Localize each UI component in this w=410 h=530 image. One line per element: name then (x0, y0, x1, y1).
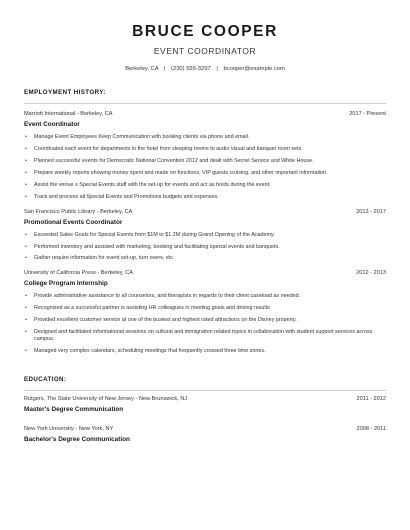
job-bullet-text: Exceeded Sales Goals for Special Events from $1M to $1.2M during Grand Opening of the Academy. (34, 231, 275, 238)
job-bullet-list (24, 232, 386, 263)
job-bullet-text: Track and process all Special Events and Promotions budgets and expenses. (34, 193, 219, 200)
job-bullet-text: Managed very complex calendars, scheduling meetings that frequently crossed three time zones. (34, 347, 266, 354)
contact-email: bcooper@example.com (223, 66, 285, 72)
education-entry (24, 426, 386, 443)
job-bullet (24, 146, 386, 153)
job-bullet-text: Coordinated each event for departments in the hotel from sleeping rooms to audio visual and banquet room sets. (34, 145, 303, 152)
employment-section-title: EMPLOYMENT HISTORY: (24, 89, 106, 96)
job-dates: 2012 - 2013 (356, 270, 386, 277)
job-bullet-text: Planned successful events for Democratic National Convention 2012 and dealt with Secret Service and White House. (34, 157, 314, 164)
bullet-icon: • (25, 193, 27, 200)
bullet-icon: • (25, 134, 27, 140)
job-bullet (24, 293, 386, 300)
candidate-name: BRUCE COOPER (132, 23, 278, 40)
education-section-title: EDUCATION: (24, 376, 67, 384)
job-bullet (24, 329, 386, 342)
job-bullet (24, 134, 386, 141)
job-bullet-list (24, 293, 386, 354)
job-bullet (24, 232, 386, 239)
contact-separator: | (216, 66, 218, 72)
bullet-icon: • (25, 305, 27, 312)
job-bullet-text: Prepare weekly reports showing money spent and made on functions, VIP guests cruising, and other important information. (34, 169, 328, 176)
education-dates: 2011 - 2012 (356, 396, 386, 403)
bullet-icon: • (25, 157, 27, 164)
education-dates: 2008 - 2011 (356, 426, 386, 433)
contact-phone: (230) 555-3297 (171, 66, 211, 72)
bullet-icon: • (25, 317, 27, 324)
contact-location: Berkeley, CA (125, 66, 159, 72)
job-bullet (24, 305, 386, 312)
job-bullet (24, 317, 386, 324)
bullet-icon: • (25, 231, 27, 238)
bullet-icon: • (25, 329, 27, 336)
job-title: Event Coordinator (24, 121, 80, 128)
education-entry (24, 396, 386, 413)
job-header (24, 209, 386, 215)
job-organization: University of California Press - Berkeley, CA (24, 270, 134, 277)
job-bullet-text: Gather require information for event set-up, turn overs, etc. (34, 255, 175, 262)
bullet-icon: • (25, 181, 27, 188)
bullet-icon: • (25, 145, 27, 152)
education-school: Rutgers, The State University of New Jersey - New Brunswick, NJ (24, 396, 188, 403)
job-bullet (24, 158, 386, 165)
bullet-icon: • (25, 243, 27, 250)
job-bullet (24, 170, 386, 177)
job-title: College Program Internship (24, 280, 108, 288)
job-bullet-text: Performed inventory and assisted with marketing, booking and facilitating special events and banquets. (34, 243, 280, 250)
job-bullet (24, 194, 386, 201)
job-bullet-text: Provide administrative assistance to all counselors, and therapists in regards to their client caseload as needed. (34, 293, 301, 300)
job-bullet-list (24, 134, 386, 201)
job-entry (24, 111, 386, 201)
education-school: New York University - New York, NY (24, 426, 114, 433)
job-title: Promotional Events Coordinator (24, 218, 123, 226)
job-bullet-text: Provided excellent customer service at one of the busiest and highest rated attractions on the Disney property. (34, 317, 297, 324)
education-header (24, 396, 386, 402)
job-bullet (24, 182, 386, 189)
job-header (24, 270, 386, 276)
job-dates: 2017 - Present (349, 111, 386, 117)
job-bullet (24, 244, 386, 251)
contact-separator: | (163, 66, 166, 72)
job-entry (24, 209, 386, 263)
job-dates: 2013 - 2017 (356, 208, 386, 215)
job-bullet-text: Manage Event Employees Keep Communication with booking clients via phone and email. (34, 134, 250, 140)
section-divider (24, 390, 386, 391)
job-header (24, 111, 386, 117)
job-entry (24, 270, 386, 354)
job-bullet-text: Recognized as a successful partner is assisting HR colleagues in meeting goals and driving results (34, 305, 270, 312)
candidate-role: EVENT COORDINATOR (153, 46, 257, 56)
job-bullet-text: Assist the venue s Special Events staff with the set-up for events and act as hosts during the event. (34, 181, 271, 188)
education-degree: Master's Degree Communication (24, 406, 124, 414)
job-organization: Marriott International - Berkeley, CA (24, 111, 113, 117)
section-divider (24, 103, 386, 104)
bullet-icon: • (25, 255, 27, 262)
job-bullet-text: Designed and facilitated informational sessions on cultural and immigration related topics in collaboration with student support services across campus. (34, 329, 373, 342)
job-organization: San Francisco Public Library - Berkeley, CA (24, 208, 133, 215)
education-header (24, 426, 386, 432)
bullet-icon: • (25, 293, 27, 300)
bullet-icon: • (25, 169, 27, 176)
contact-line (24, 66, 386, 72)
bullet-icon: • (25, 347, 27, 354)
job-bullet (24, 255, 386, 262)
education-degree: Bachelor's Degree Communication (24, 436, 130, 444)
job-bullet (24, 348, 386, 355)
